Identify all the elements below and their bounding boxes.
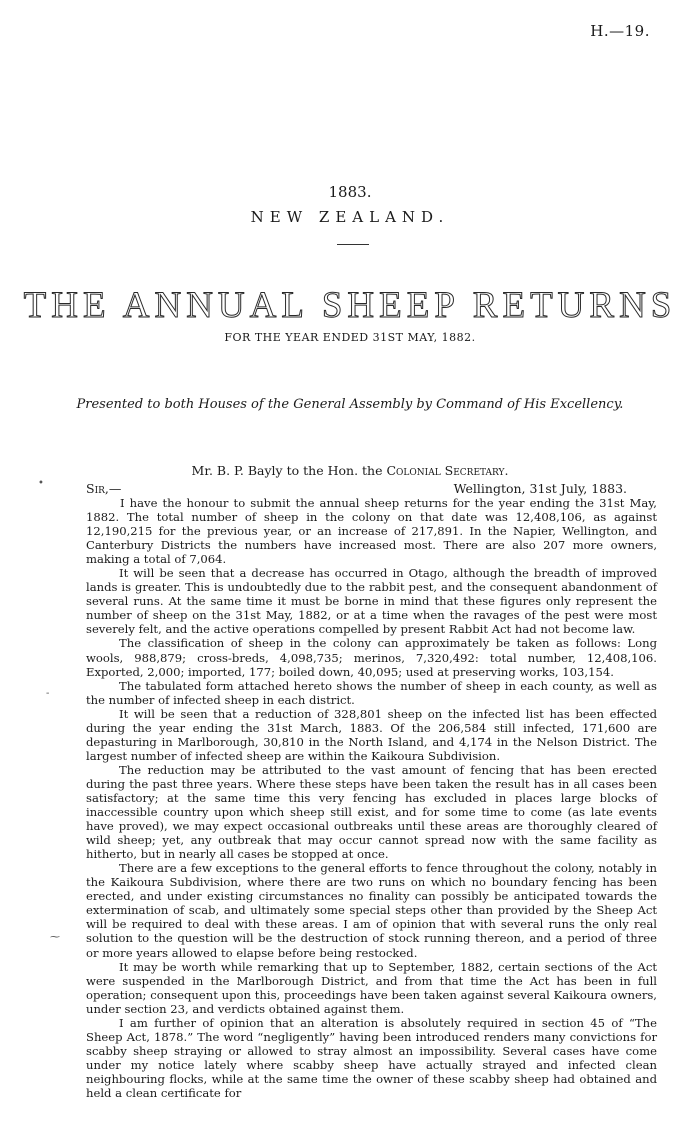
country-name: NEW ZEALAND.	[250, 208, 450, 226]
document-subtitle: FOR THE YEAR ENDED 31ST MAY, 1882.	[224, 331, 476, 344]
letter-body	[86, 496, 657, 1100]
paragraph: The classification of sheep in the colony can approximately be taken as follows: Long wools, 988,879; cross-breds, 4,098,735; merinos, 7,320,492: total number, 12,408,106. Exported, 2,000; imported, 177; boiled down, 40,095; used at preserving works, 103,154.	[86, 636, 657, 679]
paragraph: The reduction may be attributed to the vast amount of fencing that has been erected during the past three years. Where these steps have been taken the result has in all cases been satisfactory; at the same time this very fencing has excluded in places large blocks of inaccessible country upon which sheep still exist, and for some time to come (as late events have proved), we may expect occasional outbreaks until these areas are thoroughly cleared of wild sheep; yet, any outbreak that may occur cannot spread now with the same facility as hitherto, but in nearly all cases be stopped at once.	[86, 762, 657, 862]
page-reference: H.—19.	[590, 22, 650, 40]
year: 1883.	[328, 183, 372, 201]
paragraph: It will be seen that a reduction of 328,801 sheep on the infected list has been effected during the year ending the 31st March, 1883. Of the 206,584 still infected, 171,600 are depasturing in Marlborough, 30,810 in the North Island, and 4,174 in the Nelson District. The largest number of infected sheep are within the Kaikoura Subdivision.	[86, 706, 657, 763]
document-title: THE ANNUAL SHEEP RETURNS	[23, 285, 677, 326]
paragraph: It may be worth while remarking that up to September, 1882, certain sections of the Act were suspended in the Marlborough District, and from that time the Act has been in full operation; consequent upon this, proceedings have been taken against several Kaikoura owners, under section 23, and verdicts obtained against them.	[86, 959, 657, 1016]
paragraph: I am further of opinion that an alteration is absolutely required in section 45 of “The Sheep Act, 1878.” The word “negligently” having been introduced renders many convictions for scabby sheep straying or allowed to stray almost an impossibility. Several cases have come under my notice lately where scabby sheep have actually strayed and infected clean neighbouring flocks, while at the same time the owner of these scabby sheep had obtained and held a clean certificate for	[86, 1015, 657, 1100]
letter-heading	[0, 463, 700, 478]
margin-mark: ⁓	[50, 932, 60, 943]
paragraph: I have the honour to submit the annual sheep returns for the year ending the 31st May, 1882. The total number of sheep in the colony on that date was 12,408,106, as against 12,190,215 for the previous year, or an increase of 217,891. In the Napier, Wellington, and Canterbury Districts the numbers have increased most. There are also 207 more owners, making a total of 7,064.	[86, 496, 657, 567]
letter-recipient: Colonial Secretary.	[386, 463, 509, 478]
paragraph: There are a few exceptions to the general efforts to fence throughout the colony, notably in the Kaikoura Subdivision, where there are two runs on which no boundary fencing has been erected, and under existing circumstances no finality can possibly be anticipated towards the extermination of scab, and ultimately some special steps other than provided by the Sheep Act will be required to deal with these areas. I am of opinion that with several runs the only real solution to the question will be the destruction of stock running thereon, and a period of three or more years allowed to elapse before being restocked.	[86, 861, 657, 960]
paragraph: It will be seen that a decrease has occurred in Otago, although the breadth of improved lands is greater. This is undoubtedly due to the rabbit pest, and the consequent abandonment of several runs. At the same time it must be borne in mind that these figures only represent the number of sheep on the 31st May, 1882, or at a time when the ravages of the pest were most severely felt, and the active operations compelled by present Rabbit Act had not become law.	[86, 566, 657, 637]
letter-hon: Hon. the	[327, 463, 383, 478]
presented-note: Presented to both Houses of the General Assembly by Command of His Excellency.	[76, 397, 624, 412]
paragraph: The tabulated form attached hereto shows the number of sheep in each county, as well as the number of infected sheep in each district.	[86, 678, 657, 707]
margin-dot: •	[38, 478, 44, 489]
title-rule	[337, 244, 369, 245]
dateline: Wellington, 31st July, 1883.	[453, 481, 627, 496]
letter-sender: Mr. B. P. Bayly	[191, 463, 283, 478]
letter-to-word: to the	[286, 463, 324, 478]
margin-dash: -	[46, 688, 50, 699]
salutation: Sir,—	[86, 481, 122, 496]
